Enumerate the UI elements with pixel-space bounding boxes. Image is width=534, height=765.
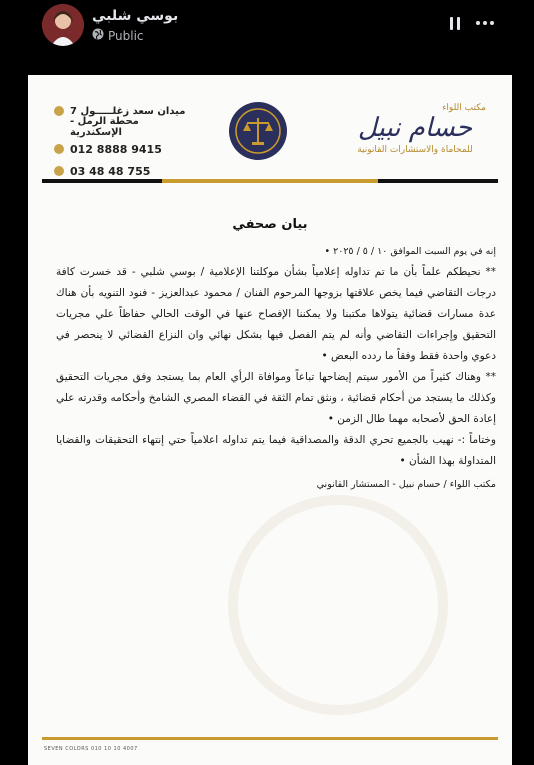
- scales-seal-icon: [228, 101, 288, 161]
- paragraph-1: ** نحيطكم علماً بأن ما تم تداوله إعلامياً بشأن موكلتنا الإعلامية / بوسي شلبي - قد خسرت كافة درجات التقاضي فيما يخص علاقتها بزوجها المرحوم الفنان / محمود عبدالعزيز - فنود التنويه بأن هناك عدة مسارات قضائية يتولاها مكتبنا ولا يمكننا الإفصاح عنها في الوقت الحالي حفاظاً علي مجريات التحقيق وإجراءات التقاضي وأنه لم يتم الفصل فيها بشكل نهائي وان النزاع القضائي لا ينحصر في دعوي واحدة فقط وفقاً ما ردده البعض •: [56, 266, 496, 362]
- brand-logo: [340, 103, 490, 155]
- author-avatar[interactable]: [42, 4, 84, 46]
- phone-number-2: 03 48 48 755: [70, 164, 151, 178]
- document-body: [56, 241, 496, 495]
- brand-name: حسام نبيل: [357, 113, 473, 143]
- dot-icon: [476, 21, 480, 25]
- signature: مكتب اللواء / حسام نبيل - المستشار القانوني: [316, 479, 496, 490]
- paragraph-3: وختاماً :- نهيب بالجميع تحري الدقة والمصداقية فيما يتم تداوله اعلامياً حتي إنتهاء التحقيقات والقضايا المتداولة بهذا الشأن •: [56, 434, 496, 467]
- location-pin-icon: [54, 106, 64, 116]
- press-release-document: [28, 75, 512, 765]
- pause-icon-bar: [457, 17, 460, 30]
- seal-watermark: [228, 495, 448, 715]
- document-title: بيان صحفي: [232, 217, 308, 232]
- date-line: إنه في يوم السبت الموافق ١٠ / ٥ / ٢٠٢٥ •: [324, 246, 496, 257]
- author-name[interactable]: بوسي شلبي: [92, 8, 179, 24]
- pause-icon-bar: [450, 17, 453, 30]
- brand-top-label: مكتب اللواء: [442, 103, 486, 113]
- mobile-row: [54, 141, 194, 157]
- address-line2: محطة الرمل - الإسكندرية: [70, 116, 139, 138]
- landline-row: [54, 163, 194, 179]
- globe-icon: [92, 28, 104, 43]
- mobile-phone-icon: [54, 144, 64, 154]
- post-header: [0, 0, 534, 60]
- printer-footer: SEVEN COLORS 010 10 10 4007: [44, 746, 138, 752]
- address-line1: 7 ميدان سعد زغلـــــول: [70, 105, 186, 117]
- footer-divider: [42, 737, 498, 740]
- paragraph-2: ** وهناك كثيراً من الأمور سيتم إيضاحها تباعاً وموافاة الرأي العام بما يستجد وفق مجريات التحقيق وكذلك ما يستجد من أحكام قضائية ، ونثق تمام الثقة في القضاء المصري الشامخ وأحكامه وقدرته علي إعادة الحق لأصحابه مهما طال الزمن •: [56, 371, 496, 425]
- more-options-button[interactable]: [474, 12, 496, 34]
- audience-indicator[interactable]: [92, 28, 144, 43]
- address-row-2: [54, 116, 194, 138]
- header-divider: [42, 179, 498, 183]
- pause-button[interactable]: [446, 14, 464, 32]
- dot-icon: [483, 21, 487, 25]
- phone-number-1: 012 8888 9415: [70, 142, 162, 156]
- brand-subtitle: للمحاماة والاستشارات القانونية: [357, 145, 473, 155]
- contact-info: [54, 103, 194, 179]
- letterhead: [28, 75, 512, 190]
- dot-icon: [490, 21, 494, 25]
- audience-label: Public: [108, 28, 144, 43]
- telephone-icon: [54, 166, 64, 176]
